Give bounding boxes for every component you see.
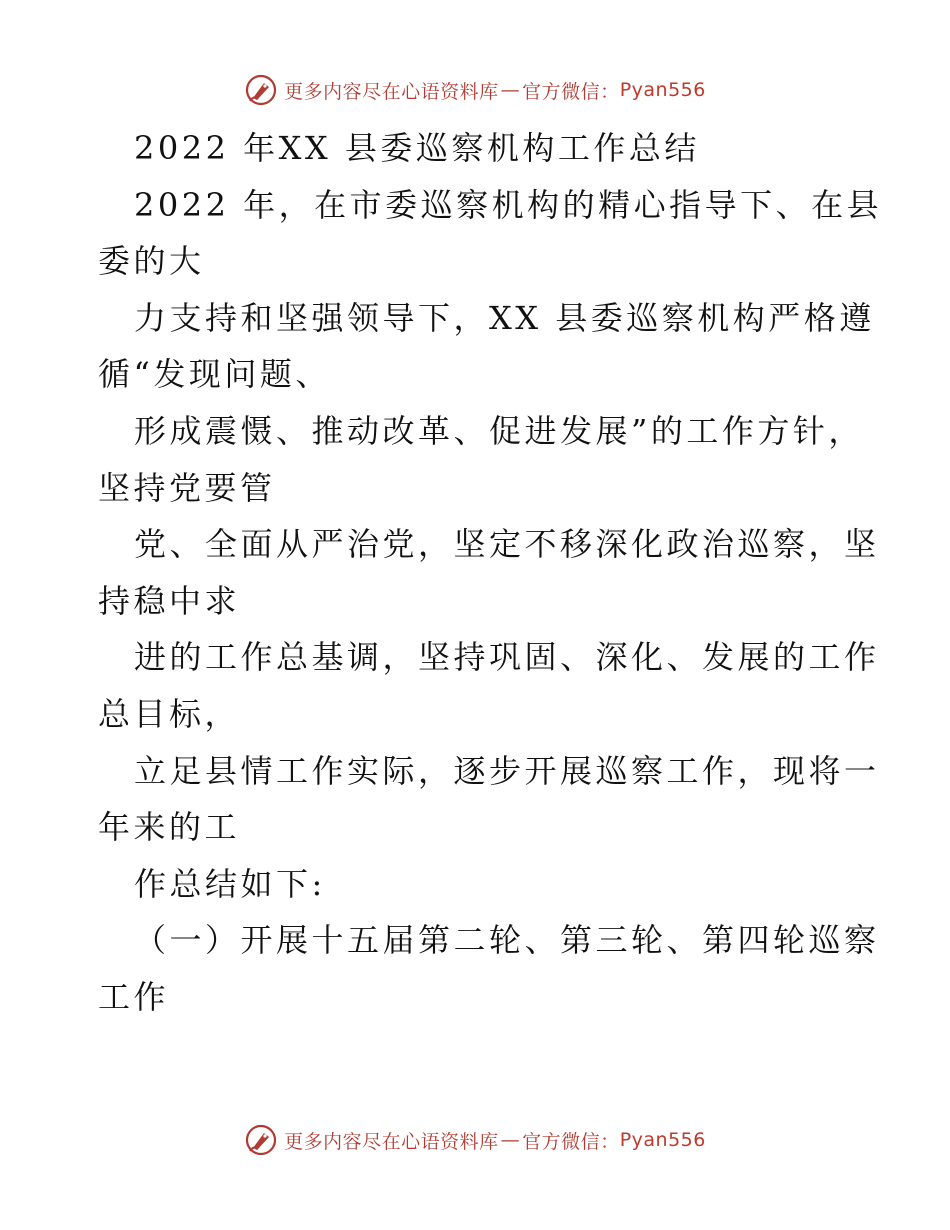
document-line: 持稳中求 [98, 581, 241, 620]
document-title: 2022 年XX 县委巡察机构工作总结 [134, 129, 700, 167]
pen-nib-logo-icon [244, 1123, 278, 1157]
watermark-separator: — [500, 1129, 521, 1151]
document-line: （一）开展十五届第二轮、第三轮、第四轮巡察 [134, 921, 880, 960]
watermark-separator: — [500, 79, 521, 101]
document-line: 委的大 [98, 242, 205, 281]
watermark-wechat-label: 官方微信： [522, 1130, 620, 1153]
document-line: 党、全面从严治党，坚定不移深化政治巡察，坚 [134, 525, 880, 564]
watermark-main-text: 更多内容尽在心语资料库 [284, 1130, 499, 1153]
document-line: 形成震慑、推动改革、促进发展”的工作方针， [134, 411, 864, 450]
pen-nib-logo-icon [244, 73, 278, 107]
watermark-wechat-label: 官方微信： [522, 80, 620, 103]
watermark-main-text: 更多内容尽在心语资料库 [284, 80, 499, 103]
document-line: 力支持和坚强领导下，XX 县委巡察机构严格遵 [134, 298, 875, 337]
document-line: 进的工作总基调，坚持巩固、深化、发展的工作 [134, 638, 880, 677]
document-line: 年来的工 [98, 808, 241, 847]
document-line: 总目标， [98, 694, 241, 733]
header-watermark [0, 70, 950, 110]
document-line: 工作 [98, 977, 170, 1016]
watermark-wechat-id: Pyan556 [619, 1129, 706, 1151]
document-body [98, 120, 883, 1026]
document-line: 坚持党要管 [98, 468, 276, 507]
document-line: 循“发现问题、 [98, 355, 331, 394]
document-line: 2022 年，在市委巡察机构的精心指导下、在县 [134, 185, 883, 224]
document-line: 作总结如下: [134, 864, 326, 903]
watermark-wechat-id: Pyan556 [619, 79, 706, 101]
footer-watermark [0, 1120, 950, 1160]
document-line: 立足县情工作实际，逐步开展巡察工作，现将一 [134, 751, 880, 790]
